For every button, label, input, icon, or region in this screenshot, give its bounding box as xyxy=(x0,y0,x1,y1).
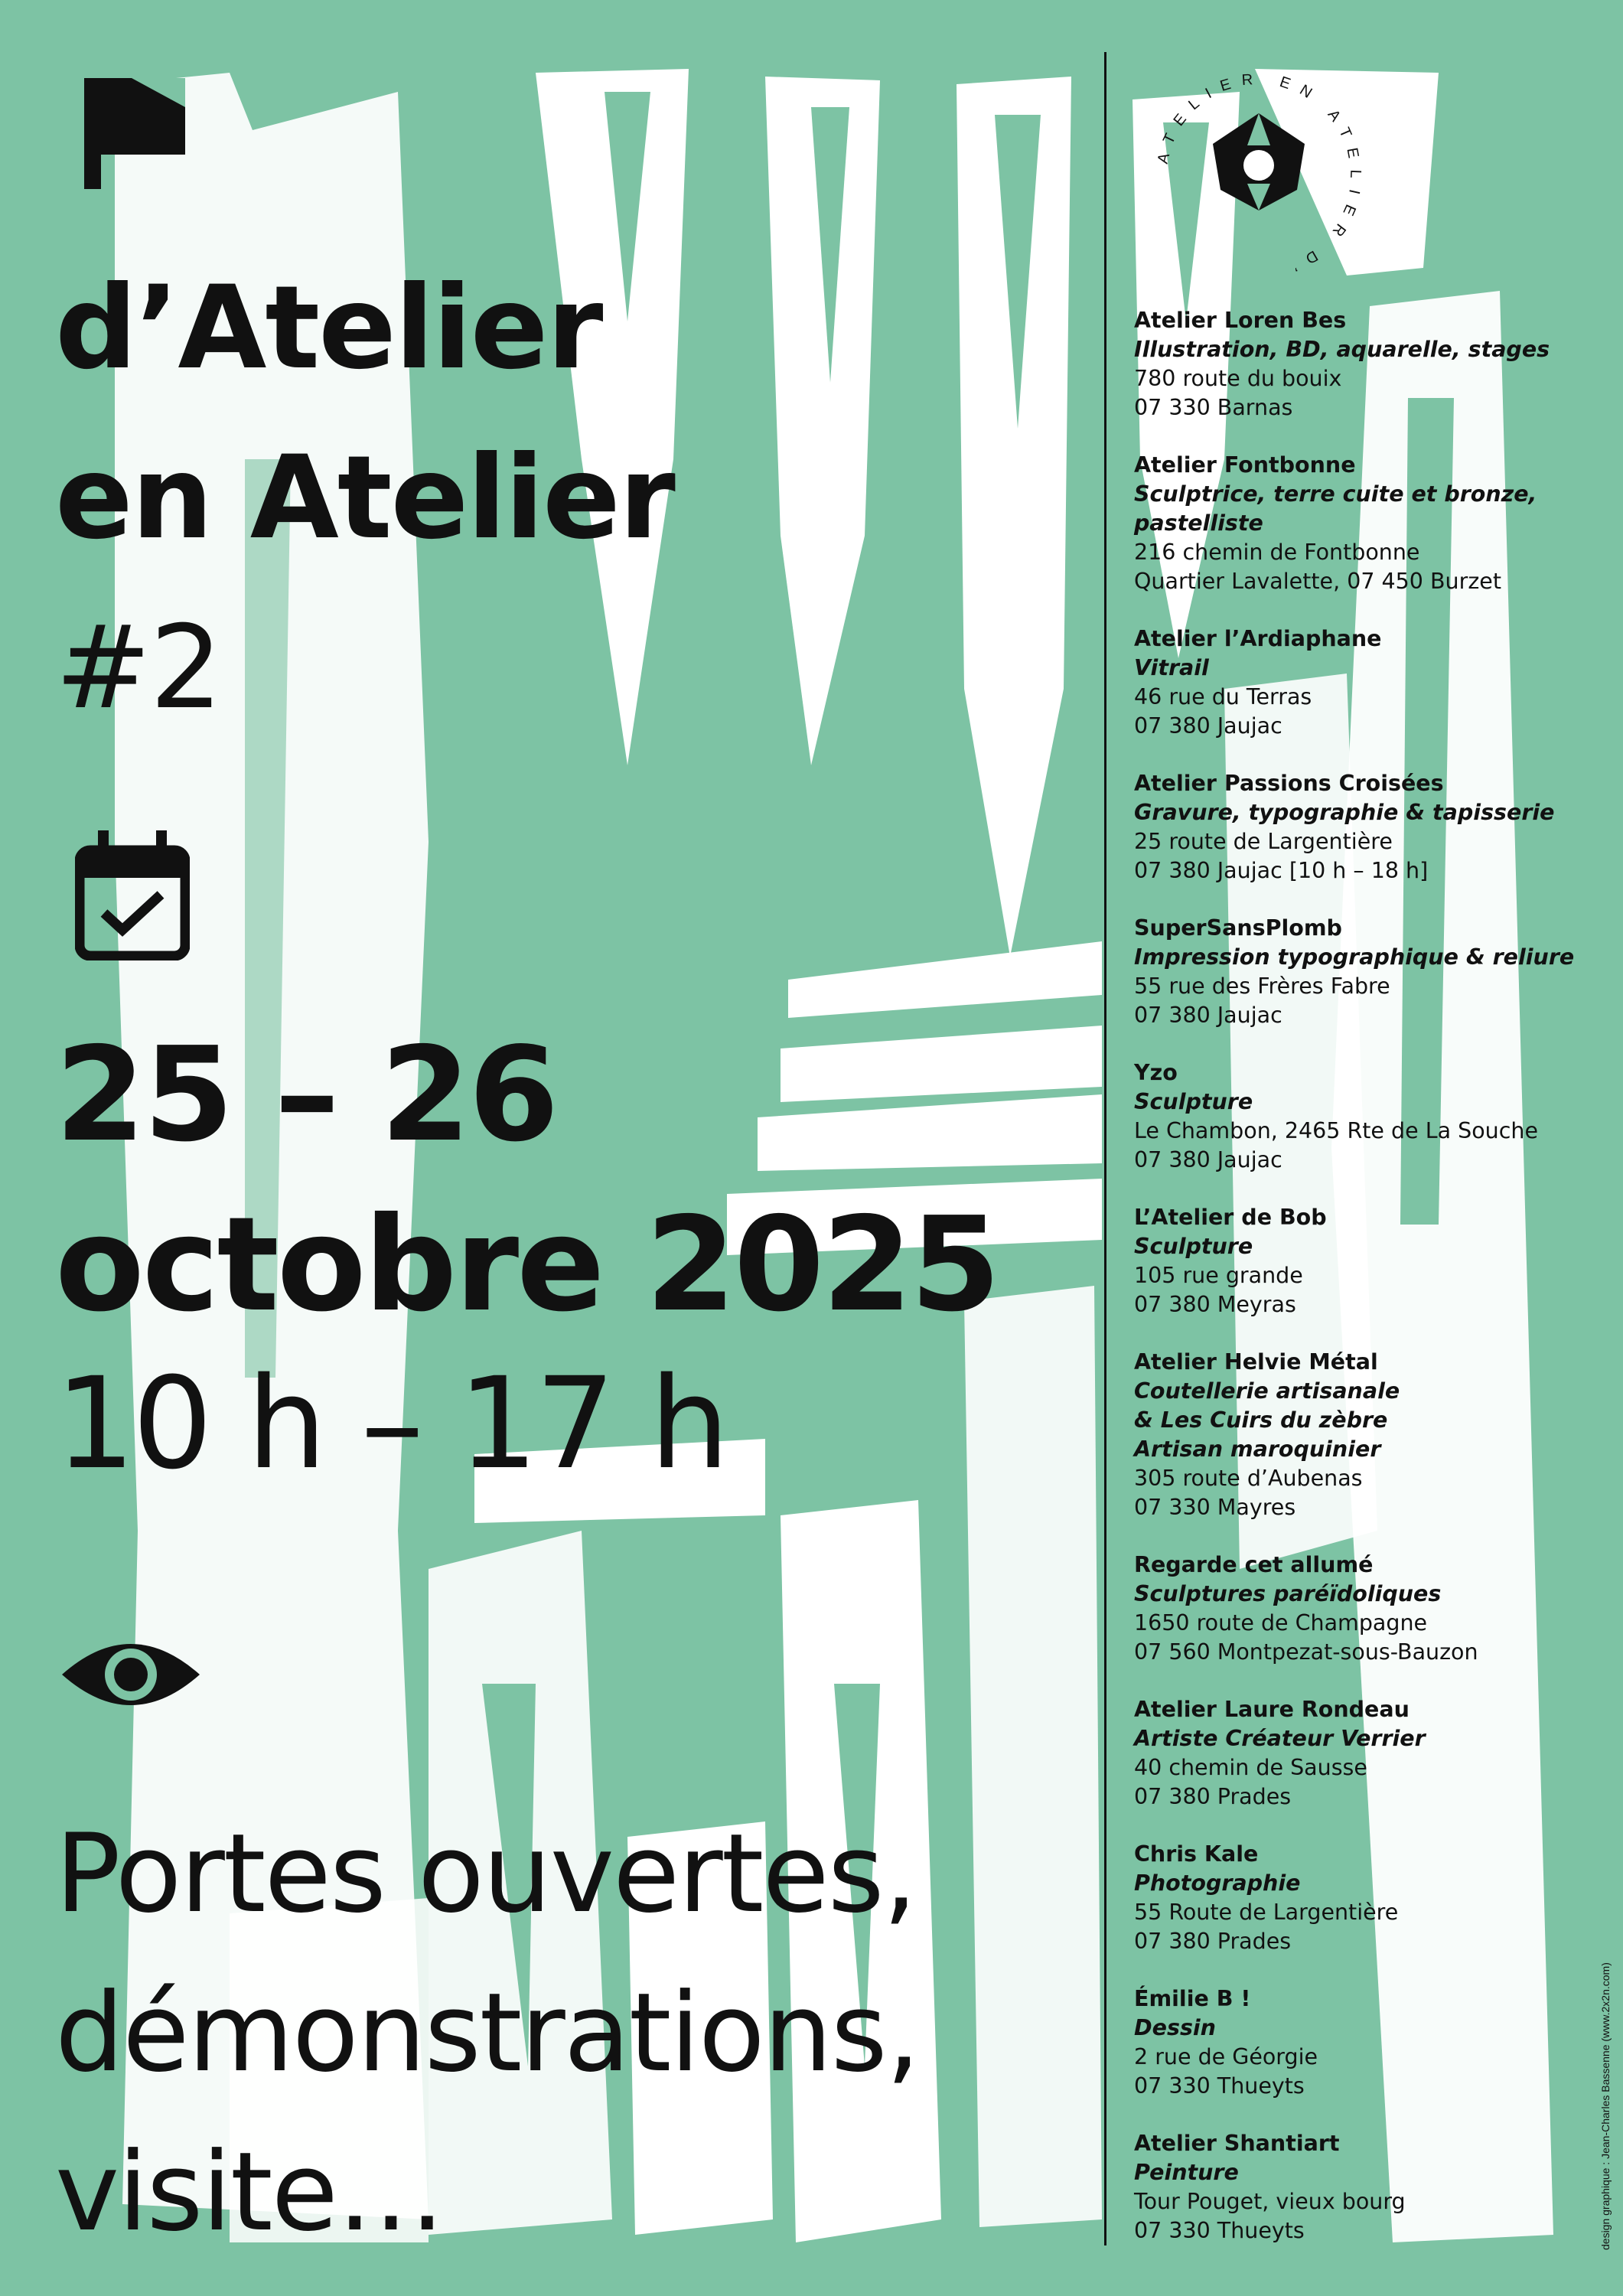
atelier-name: Atelier Helvie Métal xyxy=(1134,1349,1378,1375)
atelier-name: SuperSansPlomb xyxy=(1134,915,1342,941)
eye-icon xyxy=(58,1629,204,1720)
atelier-specialty: Sculptrice, terre cuite et bronze, xyxy=(1134,481,1537,507)
atelier-address: 2 rue de Géorgie xyxy=(1134,2044,1318,2069)
atelier-specialty: Sculptures paréïdoliques xyxy=(1134,1581,1442,1606)
atelier-specialty: Artisan maroquinier xyxy=(1134,1437,1381,1462)
atelier-address: 55 rue des Frères Fabre xyxy=(1134,974,1390,999)
atelier-address: 07 380 Jaujac xyxy=(1134,1003,1282,1028)
atelier-name: Atelier Laure Rondeau xyxy=(1134,1697,1410,1722)
atelier-specialty: Vitrail xyxy=(1134,655,1209,680)
atelier-name: Atelier Shantiart xyxy=(1134,2131,1340,2156)
atelier-entry xyxy=(1134,1551,1593,1667)
atelier-name: Atelier Fontbonne xyxy=(1134,452,1356,478)
atelier-specialty: Photographie xyxy=(1134,1870,1301,1896)
event-tagline xyxy=(55,1795,919,2272)
atelier-address: 07 330 Thueyts xyxy=(1134,2073,1305,2099)
atelier-specialty: Sculpture xyxy=(1134,1234,1253,1259)
dates-month-year: octobre 2025 xyxy=(55,1189,999,1341)
atelier-name: Émilie B ! xyxy=(1134,1986,1251,2011)
atelier-name: Atelier l’Ardiaphane xyxy=(1134,626,1382,651)
atelier-specialty: Impression typographique & reliure xyxy=(1134,944,1575,970)
atelier-entry xyxy=(1134,1695,1593,1812)
atelier-specialty: & Les Cuirs du zèbre xyxy=(1134,1407,1388,1433)
atelier-entry xyxy=(1134,1058,1593,1175)
atelier-specialty: pastelliste xyxy=(1134,510,1263,536)
atelier-address: 216 chemin de Fontbonne xyxy=(1134,540,1420,565)
atelier-address: 07 380 Prades xyxy=(1134,1784,1292,1809)
calendar-check-icon xyxy=(75,830,190,960)
atelier-specialty: Sculpture xyxy=(1134,1089,1253,1114)
atelier-address: 07 330 Thueyts xyxy=(1134,2218,1305,2243)
design-credit: design graphique : Jean-Charles Bassenne (www.2x2n.com) xyxy=(1599,1962,1612,2250)
atelier-address: 305 route d’Aubenas xyxy=(1134,1466,1363,1491)
event-title xyxy=(55,243,674,753)
atelier-address: 46 rue du Terras xyxy=(1134,684,1312,709)
atelier-address: 07 560 Montpezat-sous-Bauzon xyxy=(1134,1639,1478,1665)
atelier-entry xyxy=(1134,2129,1593,2245)
atelier-address: 55 Route de Largentière xyxy=(1134,1900,1399,1925)
atelier-address: 07 380 Jaujac xyxy=(1134,713,1282,739)
dates-range: 25 – 26 xyxy=(55,1019,557,1171)
atelier-name: Atelier Loren Bes xyxy=(1134,308,1347,333)
atelier-list xyxy=(1134,306,1593,2274)
title-edition: #2 xyxy=(55,602,222,735)
atelier-address: Tour Pouget, vieux bourg xyxy=(1134,2189,1406,2214)
atelier-address: 40 chemin de Sausse xyxy=(1134,1755,1367,1780)
atelier-address: 07 380 Jaujac [10 h – 18 h] xyxy=(1134,858,1429,883)
atelier-entry xyxy=(1134,1840,1593,1956)
atelier-specialty: Gravure, typographie & tapisserie xyxy=(1134,800,1555,825)
atelier-specialty: Coutellerie artisanale xyxy=(1134,1378,1400,1404)
atelier-entry xyxy=(1134,914,1593,1030)
logo-ring-text: ATELIER EN ATELIER D’ xyxy=(1154,70,1364,278)
title-line-2: en Atelier xyxy=(55,432,674,565)
tagline-line-2: démonstrations, xyxy=(55,1970,919,2096)
atelier-entry xyxy=(1134,1985,1593,2101)
event-hours: 10 h – 17 h xyxy=(55,1350,727,1497)
atelier-entry xyxy=(1134,625,1593,741)
atelier-address: 07 380 Prades xyxy=(1134,1929,1292,1954)
atelier-name: Chris Kale xyxy=(1134,1841,1259,1867)
tagline-line-3: visite… xyxy=(55,2129,444,2255)
atelier-address: Le Chambon, 2465 Rte de La Souche xyxy=(1134,1118,1538,1143)
atelier-name: Yzo xyxy=(1134,1060,1178,1085)
title-line-1: d’Atelier xyxy=(55,262,602,395)
atelier-address: 07 330 Barnas xyxy=(1134,395,1293,420)
atelier-entry xyxy=(1134,1348,1593,1522)
event-dates xyxy=(55,1010,999,1350)
flag-icon xyxy=(84,78,185,189)
atelier-address: Quartier Lavalette, 07 450 Burzet xyxy=(1134,569,1501,594)
vertical-divider xyxy=(1104,52,1106,2245)
atelier-name: Regarde cet allumé xyxy=(1134,1552,1374,1577)
atelier-specialty: Peinture xyxy=(1134,2160,1239,2185)
atelier-address: 105 rue grande xyxy=(1134,1263,1303,1288)
atelier-address: 07 330 Mayres xyxy=(1134,1495,1296,1520)
atelier-name: Atelier Passions Croisées xyxy=(1134,771,1444,796)
atelier-specialty: Artiste Créateur Verrier xyxy=(1134,1726,1426,1751)
atelier-specialty: Illustration, BD, aquarelle, stages xyxy=(1134,337,1550,362)
atelier-logo xyxy=(1148,54,1370,291)
atelier-address: 07 380 Jaujac xyxy=(1134,1147,1282,1172)
atelier-entry xyxy=(1134,1203,1593,1319)
tagline-line-1: Portes ouvertes, xyxy=(55,1811,916,1937)
atelier-address: 780 route du bouix xyxy=(1134,366,1342,391)
atelier-address: 1650 route de Champagne xyxy=(1134,1610,1428,1636)
atelier-specialty: Dessin xyxy=(1134,2015,1216,2040)
atelier-entry xyxy=(1134,451,1593,596)
atelier-entry xyxy=(1134,769,1593,885)
atelier-entry xyxy=(1134,306,1593,422)
atelier-address: 07 380 Meyras xyxy=(1134,1292,1296,1317)
atelier-address: 25 route de Largentière xyxy=(1134,829,1393,854)
atelier-name: L’Atelier de Bob xyxy=(1134,1205,1327,1230)
